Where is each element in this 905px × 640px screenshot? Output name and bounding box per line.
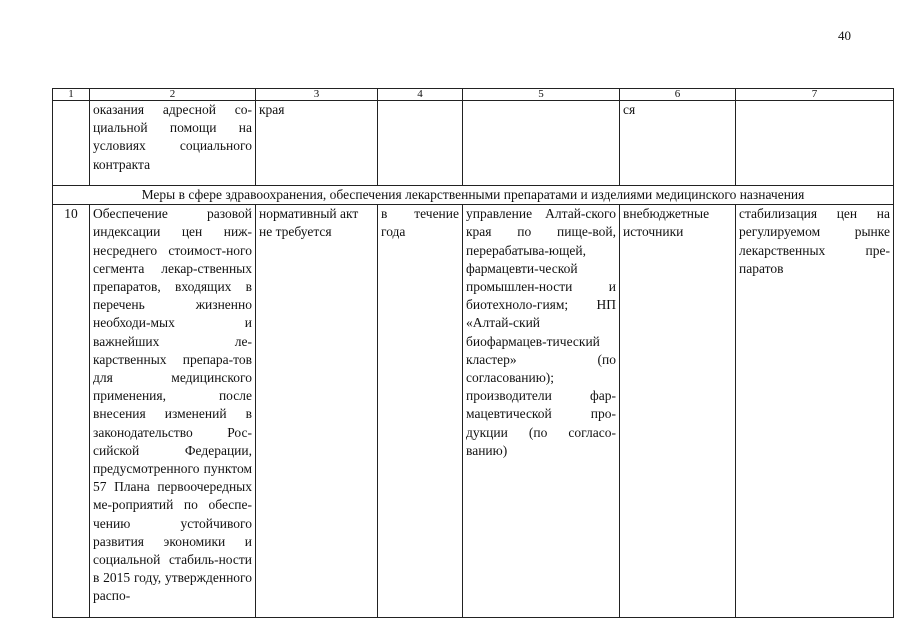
item-funding: внебюджетные источники	[620, 205, 736, 618]
measures-table	[52, 88, 894, 618]
column-number-row	[53, 89, 894, 101]
column-number: 1	[53, 89, 90, 101]
column-number: 7	[736, 89, 894, 101]
cell-document: края	[256, 101, 378, 186]
cell-result	[736, 101, 894, 186]
item-number: 10	[53, 205, 90, 618]
column-number: 5	[463, 89, 620, 101]
section-title: Меры в сфере здравоохранения, обеспечения лекарственными препаратами и изделиями медицинского назначения	[53, 186, 894, 205]
continuation-row	[53, 101, 894, 186]
item-responsible: управление Алтай-ского края по пище-вой, перерабатыва-ющей, фармацевти-ческой промышлен-ности и биотехноло-гиям; НП «Алтай-ский биофармацев-тический кластер» (по согласованию); производители фар-мацевтической про-дукции (по согласо-ванию)	[463, 205, 620, 618]
cell-number	[53, 101, 90, 186]
column-number: 2	[90, 89, 256, 101]
page-number: 40	[838, 28, 851, 43]
column-number: 6	[620, 89, 736, 101]
column-number: 4	[378, 89, 463, 101]
cell-measure: оказания адресной со-циальной помощи на условиях социального контракта	[90, 101, 256, 186]
column-number: 3	[256, 89, 378, 101]
item-measure: Обеспечение разовой индексации цен ниж-несреднего стоимост-ного сегмента лекар-ственных препаратов, входящих в перечень жизненно необходи-мых и важнейших ле-карственных препара-тов для медицинского применения, после внесения изменений в законодательство Рос-сийской Федерации, предусмотренного пунктом 57 Плана первоочередных ме-роприятий по обеспе-чению устойчивого развития экономики и социальной стабиль-ности в 2015 году, утвержденного распо-	[90, 205, 256, 618]
section-row	[53, 186, 894, 205]
item-document: нормативный акт не требуется	[256, 205, 378, 618]
table-row	[53, 205, 894, 618]
item-deadline: в течение года	[378, 205, 463, 618]
item-result: стабилизация цен на регулируемом рынке лекарственных пре-паратов	[736, 205, 894, 618]
cell-responsible	[463, 101, 620, 186]
cell-deadline	[378, 101, 463, 186]
cell-funding: ся	[620, 101, 736, 186]
